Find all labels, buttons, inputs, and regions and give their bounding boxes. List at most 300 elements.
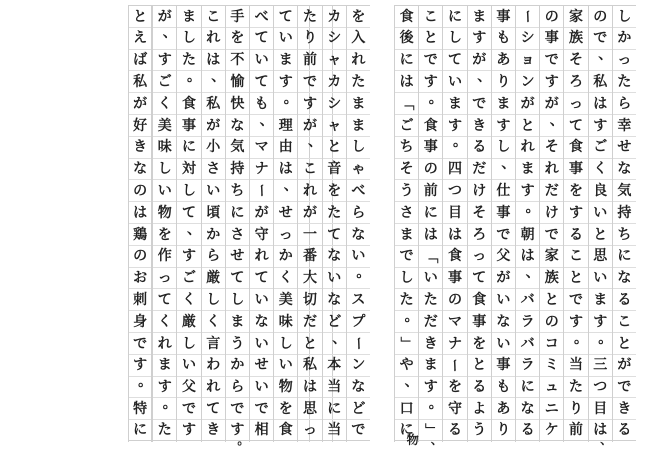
- manuscript-character: い: [351, 248, 366, 265]
- manuscript-character: 。: [452, 134, 467, 151]
- manuscript-character: ミ: [544, 357, 559, 374]
- manuscript-character: を: [351, 8, 366, 25]
- manuscript-character: と: [423, 30, 438, 47]
- manuscript-cell: [540, 223, 563, 245]
- manuscript-character: か: [278, 248, 293, 265]
- manuscript-character: 事: [472, 313, 487, 330]
- manuscript-character: カ: [327, 73, 342, 90]
- manuscript-cell: [564, 27, 587, 49]
- manuscript-character: し: [157, 161, 172, 178]
- manuscript-cell: [202, 136, 225, 158]
- manuscript-cell: [274, 376, 297, 398]
- manuscript-cell: [323, 267, 346, 289]
- manuscript-character: す: [593, 313, 608, 330]
- manuscript-cell: [589, 376, 612, 398]
- manuscript-cell: [323, 397, 346, 419]
- manuscript-cell: [419, 397, 442, 419]
- manuscript-cell: [202, 245, 225, 267]
- manuscript-character: い: [206, 182, 221, 199]
- manuscript-character: 由: [278, 139, 293, 156]
- manuscript-character: 事: [568, 161, 583, 178]
- manuscript-character: な: [617, 161, 632, 178]
- manuscript-cell: [419, 223, 442, 245]
- manuscript-character: 族: [544, 270, 559, 287]
- manuscript-character: ま: [472, 8, 487, 25]
- manuscript-cell: [323, 27, 346, 49]
- manuscript-column: [515, 5, 539, 442]
- manuscript-character: 口: [399, 400, 414, 417]
- manuscript-character: 前: [423, 182, 438, 199]
- manuscript-cell: [129, 136, 151, 158]
- manuscript-cell: [468, 245, 491, 267]
- manuscript-character: で: [496, 226, 511, 243]
- manuscript-character: い: [278, 357, 293, 374]
- manuscript-cell: [226, 158, 249, 180]
- manuscript-cell: [589, 245, 612, 267]
- manuscript-cell: [395, 245, 418, 267]
- manuscript-cell: [323, 70, 346, 92]
- manuscript-cell: [347, 354, 370, 376]
- manuscript-character: 思: [302, 400, 317, 417]
- manuscript-cell: [589, 136, 612, 158]
- manuscript-cell: [347, 92, 370, 114]
- manuscript-cell: [564, 70, 587, 92]
- manuscript-cell: [395, 310, 418, 332]
- manuscript-cell: [492, 332, 515, 354]
- manuscript-character: か: [230, 357, 245, 374]
- manuscript-cell: [492, 223, 515, 245]
- manuscript-character: の: [423, 161, 438, 178]
- manuscript-character: た: [157, 422, 172, 439]
- manuscript-character: 、: [307, 134, 322, 151]
- manuscript-character: く: [206, 313, 221, 330]
- manuscript-character: 良: [593, 182, 608, 199]
- manuscript-character: 番: [302, 248, 317, 265]
- manuscript-character: る: [472, 139, 487, 156]
- manuscript-cell: [347, 267, 370, 289]
- manuscript-character: ご: [399, 117, 414, 134]
- manuscript-character: て: [254, 73, 269, 90]
- manuscript-cell: [129, 288, 151, 310]
- manuscript-column: [442, 5, 466, 442]
- manuscript-cell: [202, 179, 225, 201]
- manuscript-character: で: [593, 30, 608, 47]
- manuscript-cell: [492, 310, 515, 332]
- manuscript-character: に: [423, 204, 438, 221]
- manuscript-cell: [564, 267, 587, 289]
- manuscript-character: 、: [211, 68, 226, 85]
- manuscript-cell: [516, 201, 539, 223]
- manuscript-cell: [226, 332, 249, 354]
- manuscript-cell: [153, 158, 176, 180]
- manuscript-character: に: [230, 204, 245, 221]
- manuscript-cell: [177, 354, 200, 376]
- manuscript-cell: [129, 201, 151, 223]
- manuscript-character: さ: [230, 226, 245, 243]
- manuscript-character: 気: [230, 139, 245, 156]
- manuscript-cell: [323, 376, 346, 398]
- manuscript-character: ャ: [327, 52, 342, 69]
- manuscript-column: [273, 5, 297, 442]
- manuscript-cell: [540, 136, 563, 158]
- manuscript-cell: [177, 158, 200, 180]
- manuscript-cell: [153, 223, 176, 245]
- manuscript-cell: [298, 136, 321, 158]
- manuscript-character: す: [423, 73, 438, 90]
- manuscript-cell: [516, 49, 539, 71]
- manuscript-cell: [516, 397, 539, 419]
- manuscript-cell: [516, 288, 539, 310]
- manuscript-character: で: [472, 95, 487, 112]
- manuscript-character: な: [133, 161, 148, 178]
- manuscript-character: こ: [568, 248, 583, 265]
- manuscript-cell: [468, 354, 491, 376]
- manuscript-character: る: [520, 422, 535, 439]
- manuscript-cell: [564, 179, 587, 201]
- manuscript-character: よ: [472, 400, 487, 417]
- manuscript-cell: [419, 332, 442, 354]
- manuscript-character: 事: [544, 30, 559, 47]
- manuscript-character: 私: [206, 95, 221, 112]
- manuscript-column: [612, 5, 636, 442]
- manuscript-character: 持: [230, 161, 245, 178]
- manuscript-cell: [347, 114, 370, 136]
- manuscript-character: が: [472, 52, 487, 69]
- manuscript-cell: [419, 27, 442, 49]
- manuscript-cell: [395, 5, 418, 27]
- manuscript-cell: [250, 288, 273, 310]
- manuscript-cell: [443, 179, 466, 201]
- manuscript-character: な: [254, 313, 269, 330]
- manuscript-cell: [323, 354, 346, 376]
- manuscript-character: っ: [617, 52, 632, 69]
- manuscript-character: す: [230, 422, 245, 439]
- manuscript-cell: [516, 5, 539, 27]
- manuscript-cell: [226, 223, 249, 245]
- manuscript-character: る: [447, 422, 462, 439]
- manuscript-cell: [492, 114, 515, 136]
- manuscript-cell: [274, 223, 297, 245]
- manuscript-character: い: [593, 204, 608, 221]
- manuscript-character: 、: [525, 265, 540, 282]
- manuscript-cell: [564, 201, 587, 223]
- manuscript-character: で: [423, 52, 438, 69]
- manuscript-column: [128, 5, 152, 442]
- manuscript-cell: [153, 397, 176, 419]
- manuscript-cell: [613, 114, 636, 136]
- manuscript-character: を: [278, 400, 293, 417]
- manuscript-character: 気: [617, 182, 632, 199]
- manuscript-character: た: [327, 204, 342, 221]
- manuscript-cell: [443, 354, 466, 376]
- manuscript-character: は: [133, 204, 148, 221]
- manuscript-column: [588, 5, 613, 448]
- manuscript-cell: [298, 201, 321, 223]
- manuscript-character: 愉: [230, 73, 245, 90]
- manuscript-cell: [564, 419, 587, 441]
- manuscript-cell: [177, 288, 200, 310]
- manuscript-character: た: [399, 291, 414, 308]
- manuscript-character: き: [472, 117, 487, 134]
- manuscript-character: い: [181, 357, 196, 374]
- manuscript-character: 厳: [206, 270, 221, 287]
- manuscript-column: [467, 5, 491, 442]
- manuscript-cell: [347, 223, 370, 245]
- manuscript-character: し: [351, 139, 366, 156]
- manuscript-character: て: [230, 270, 245, 287]
- manuscript-character: こ: [302, 161, 317, 178]
- manuscript-character: く: [593, 161, 608, 178]
- manuscript-cell: [589, 114, 612, 136]
- manuscript-cell: [274, 267, 297, 289]
- manuscript-cell: [347, 419, 370, 441]
- manuscript-character: 食: [447, 248, 462, 265]
- manuscript-character: そ: [544, 139, 559, 156]
- manuscript-character: 小: [206, 139, 221, 156]
- manuscript-cell: [202, 332, 225, 354]
- manuscript-character: 事: [496, 8, 511, 25]
- manuscript-cell: [419, 136, 442, 158]
- manuscript-cell: [347, 201, 370, 223]
- manuscript-cell: [129, 310, 151, 332]
- manuscript-cell: [395, 201, 418, 223]
- manuscript-character: 事: [496, 357, 511, 374]
- manuscript-cell: [347, 136, 370, 158]
- hanging-punctuation: 、: [430, 433, 443, 448]
- manuscript-character: が: [302, 117, 317, 134]
- manuscript-character: の: [133, 248, 148, 265]
- manuscript-cell: [443, 223, 466, 245]
- manuscript-character: あ: [496, 52, 511, 69]
- manuscript-character: 前: [302, 52, 317, 69]
- manuscript-character: で: [133, 335, 148, 352]
- manuscript-character: は: [278, 161, 293, 178]
- manuscript-character: 食: [568, 139, 583, 156]
- manuscript-character: や: [399, 357, 414, 374]
- manuscript-character: 物: [157, 204, 172, 221]
- manuscript-cell: [395, 223, 418, 245]
- manuscript-character: ら: [206, 248, 221, 265]
- manuscript-character: す: [302, 95, 317, 112]
- manuscript-cell: [202, 114, 225, 136]
- manuscript-character: 厳: [181, 313, 196, 330]
- manuscript-cell: [468, 419, 491, 441]
- manuscript-character: い: [254, 379, 269, 396]
- manuscript-cell: [323, 92, 346, 114]
- manuscript-cell: [226, 288, 249, 310]
- manuscript-character: 好: [133, 117, 148, 134]
- manuscript-character: ョ: [520, 52, 535, 69]
- manuscript-character: い: [254, 335, 269, 352]
- manuscript-character: 。: [573, 330, 588, 347]
- manuscript-cell: [226, 397, 249, 419]
- manuscript-cell: [395, 136, 418, 158]
- manuscript-character: ま: [496, 95, 511, 112]
- manuscript-cell: [492, 376, 515, 398]
- manuscript-cell: [226, 354, 249, 376]
- manuscript-character: っ: [278, 226, 293, 243]
- manuscript-cell: [613, 92, 636, 114]
- manuscript-column: [563, 5, 587, 442]
- manuscript-character: で: [181, 400, 196, 417]
- manuscript-character: た: [351, 73, 366, 90]
- manuscript-character: い: [254, 52, 269, 69]
- manuscript-character: て: [181, 204, 196, 221]
- manuscript-character: シ: [520, 30, 535, 47]
- manuscript-cell: [613, 397, 636, 419]
- manuscript-character: 、: [501, 156, 516, 173]
- manuscript-cell: [177, 332, 200, 354]
- manuscript-cell: [298, 310, 321, 332]
- manuscript-column: [539, 5, 563, 442]
- manuscript-cell: [419, 179, 442, 201]
- manuscript-cell: [274, 201, 297, 223]
- manuscript-character: ば: [133, 52, 148, 69]
- manuscript-character: 相: [254, 422, 269, 439]
- manuscript-character: ニ: [544, 400, 559, 417]
- manuscript-character: が: [617, 357, 632, 374]
- manuscript-cell: [250, 114, 273, 136]
- manuscript-character: て: [254, 270, 269, 287]
- manuscript-character: く: [278, 270, 293, 287]
- manuscript-cell: [347, 179, 370, 201]
- manuscript-character: た: [181, 52, 196, 69]
- manuscript-cell: [395, 267, 418, 289]
- manuscript-character: 食: [278, 422, 293, 439]
- manuscript-cell: [516, 267, 539, 289]
- manuscript-character: 家: [544, 248, 559, 265]
- manuscript-character: 刺: [133, 291, 148, 308]
- manuscript-character: 快: [230, 95, 245, 112]
- manuscript-cell: [250, 376, 273, 398]
- manuscript-character: 食: [472, 291, 487, 308]
- manuscript-cell: [492, 5, 515, 27]
- manuscript-character: べ: [254, 8, 269, 25]
- manuscript-cell: [613, 267, 636, 289]
- manuscript-character: し: [447, 30, 462, 47]
- manuscript-cell: [395, 70, 418, 92]
- manuscript-character: ご: [157, 73, 172, 90]
- manuscript-cell: [347, 27, 370, 49]
- manuscript-character: ろ: [568, 73, 583, 90]
- manuscript-character: 守: [254, 226, 269, 243]
- manuscript-character: て: [278, 8, 293, 25]
- manuscript-cell: [177, 419, 200, 441]
- manuscript-cell: [564, 245, 587, 267]
- manuscript-character: 、: [404, 374, 419, 391]
- manuscript-character: と: [520, 117, 535, 134]
- manuscript-cell: [516, 27, 539, 49]
- manuscript-character: す: [520, 182, 535, 199]
- manuscript-cell: [395, 419, 419, 448]
- manuscript-cell: [589, 5, 612, 27]
- manuscript-cell: [492, 419, 515, 441]
- manuscript-cell: [395, 49, 418, 71]
- manuscript-character: ど: [327, 313, 342, 330]
- manuscript-character: が: [133, 95, 148, 112]
- manuscript-character: バ: [520, 335, 535, 352]
- manuscript-character: シ: [327, 95, 342, 112]
- manuscript-character: ャ: [327, 117, 342, 134]
- manuscript-character: な: [496, 313, 511, 330]
- manuscript-cell: [129, 332, 151, 354]
- manuscript-cell: [250, 201, 273, 223]
- manuscript-column: [176, 5, 200, 442]
- manuscript-cell: [298, 267, 321, 289]
- manuscript-character: ま: [181, 8, 196, 25]
- manuscript-cell: [347, 397, 370, 419]
- manuscript-character: 。: [283, 90, 298, 107]
- manuscript-character: る: [617, 422, 632, 439]
- manuscript-cell: [153, 114, 176, 136]
- manuscript-cell: [613, 223, 636, 245]
- manuscript-character: き: [133, 139, 148, 156]
- manuscript-cell: [395, 397, 418, 419]
- manuscript-cell: [177, 114, 200, 136]
- manuscript-character: ら: [617, 95, 632, 112]
- manuscript-character: 事: [423, 139, 438, 156]
- manuscript-character: け: [472, 182, 487, 199]
- manuscript-character: 不: [230, 52, 245, 69]
- manuscript-character: マ: [447, 313, 462, 330]
- manuscript-cell: [468, 223, 491, 245]
- manuscript-cell: [540, 158, 563, 180]
- manuscript-cell: [395, 27, 418, 49]
- manuscript-character: は: [447, 226, 462, 243]
- manuscript-character: て: [472, 270, 487, 287]
- manuscript-cell: [298, 27, 321, 49]
- manuscript-cell: [589, 201, 612, 223]
- manuscript-cell: [613, 201, 636, 223]
- hanging-punctuation: 、: [600, 433, 613, 448]
- manuscript-character: 前: [568, 422, 583, 439]
- manuscript-character: ナ: [447, 335, 462, 352]
- manuscript-character: る: [472, 379, 487, 396]
- manuscript-character: バ: [520, 291, 535, 308]
- manuscript-character: ま: [351, 95, 366, 112]
- manuscript-cell: [443, 136, 466, 158]
- manuscript-character: 思: [593, 248, 608, 265]
- manuscript-character: て: [568, 117, 583, 134]
- manuscript-character: だ: [302, 313, 317, 330]
- manuscript-character: し: [230, 291, 245, 308]
- manuscript-cell: [323, 5, 346, 27]
- manuscript-cell: [274, 179, 297, 201]
- manuscript-character: れ: [254, 248, 269, 265]
- manuscript-cell: [468, 5, 491, 27]
- manuscript-cell: [468, 376, 491, 398]
- manuscript-cell: [250, 354, 273, 376]
- manuscript-character: 。: [525, 199, 540, 216]
- manuscript-cell: [250, 70, 273, 92]
- manuscript-character: れ: [544, 161, 559, 178]
- manuscript-cell: [468, 27, 491, 49]
- manuscript-character: を: [472, 335, 487, 352]
- manuscript-character: ろ: [472, 226, 487, 243]
- manuscript-cell: [613, 5, 636, 27]
- manuscript-cell: [589, 92, 612, 114]
- manuscript-character: わ: [206, 357, 221, 374]
- manuscript-character: た: [568, 379, 583, 396]
- manuscript-cell: [540, 310, 563, 332]
- manuscript-character: し: [496, 139, 511, 156]
- manuscript-cell: [564, 5, 587, 27]
- manuscript-cell: [516, 114, 539, 136]
- manuscript-character: だ: [472, 161, 487, 178]
- manuscript-character: 。: [428, 90, 443, 107]
- manuscript-cell: [589, 223, 612, 245]
- manuscript-cell: [177, 245, 200, 267]
